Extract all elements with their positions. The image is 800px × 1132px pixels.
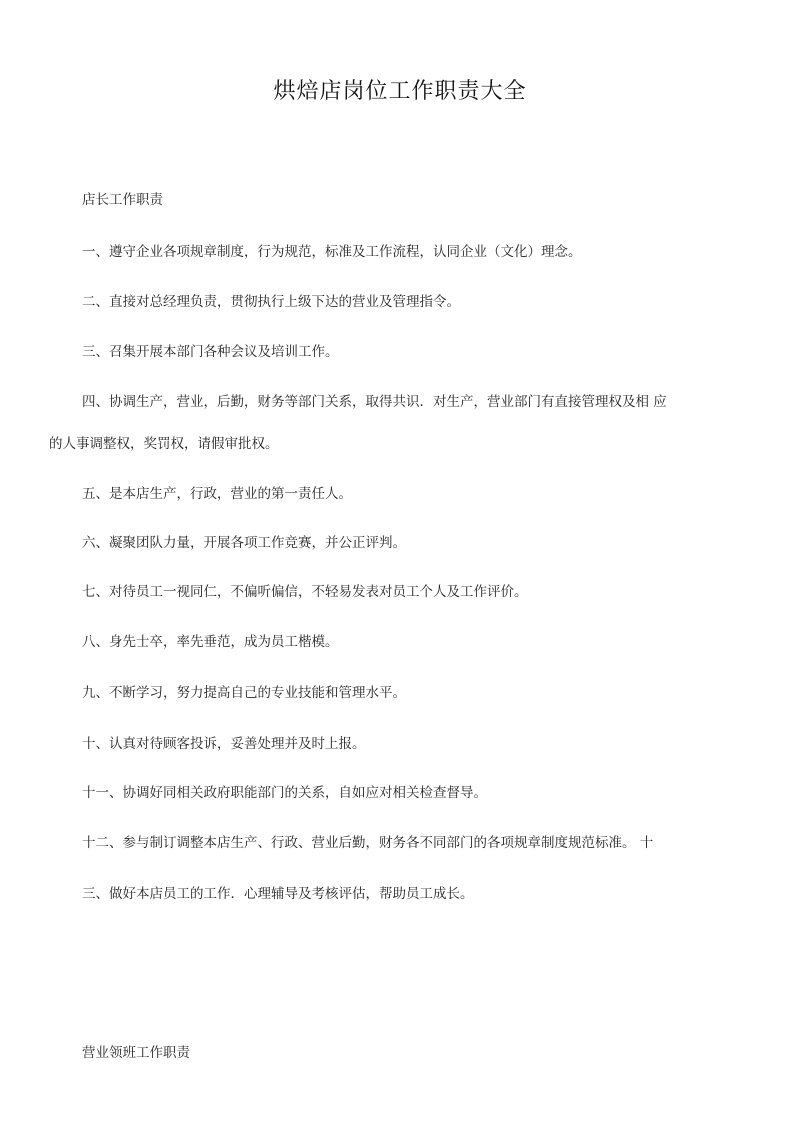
duty-item-2: 二、直接对总经理负责，贯彻执行上级下达的营业及管理指令。 — [82, 294, 460, 310]
duty-item-3: 三、召集开展本部门各种会议及培训工作。 — [82, 344, 339, 360]
duty-item-7: 七、对待员工一视同仁，不偏听偏信，不轻易发表对员工个人及工作评价。 — [82, 584, 528, 600]
duty-item-8: 八、身先士卒，率先垂范，成为员工楷模。 — [82, 634, 339, 650]
duty-item-13: 三、做好本店员工的工作．心理辅导及考核评估，帮助员工成长。 — [82, 886, 474, 902]
document-title: 烘焙店岗位工作职责大全 — [273, 79, 527, 104]
duty-item-9: 九、不断学习，努力提高自己的专业技能和管理水平。 — [82, 685, 406, 701]
duty-item-5: 五、是本店生产，行政，营业的第一责任人。 — [82, 486, 352, 502]
duty-item-6: 六、凝聚团队力量，开展各项工作竞赛，并公正评判。 — [82, 535, 406, 551]
section-heading-sales-supervisor: 营业领班工作职责 — [82, 1045, 190, 1061]
duty-item-1: 一、遵守企业各项规章制度，行为规范，标准及工作流程，认同企业（文化）理念。 — [82, 244, 582, 260]
duty-item-12: 十二、参与制订调整本店生产、行政、营业后勤，财务各不同部门的各项规章制度规范标准。 十 — [82, 835, 654, 851]
duty-item-10: 十、认真对待顾客投诉，妥善处理并及时上报。 — [82, 736, 366, 752]
duty-item-11: 十一、协调好同相关政府职能部门的关系，自如应对相关检查督导。 — [82, 785, 487, 801]
duty-item-4: 四、协调生产，营业，后勤，财务等部门关系，取得共识．对生产，营业部门有直接管理权及相 应 — [82, 394, 667, 410]
duty-item-4-continued: 的人事调整权，奖罚权，请假审批权。 — [49, 436, 279, 452]
section-heading-store-manager: 店长工作职责 — [82, 192, 163, 208]
